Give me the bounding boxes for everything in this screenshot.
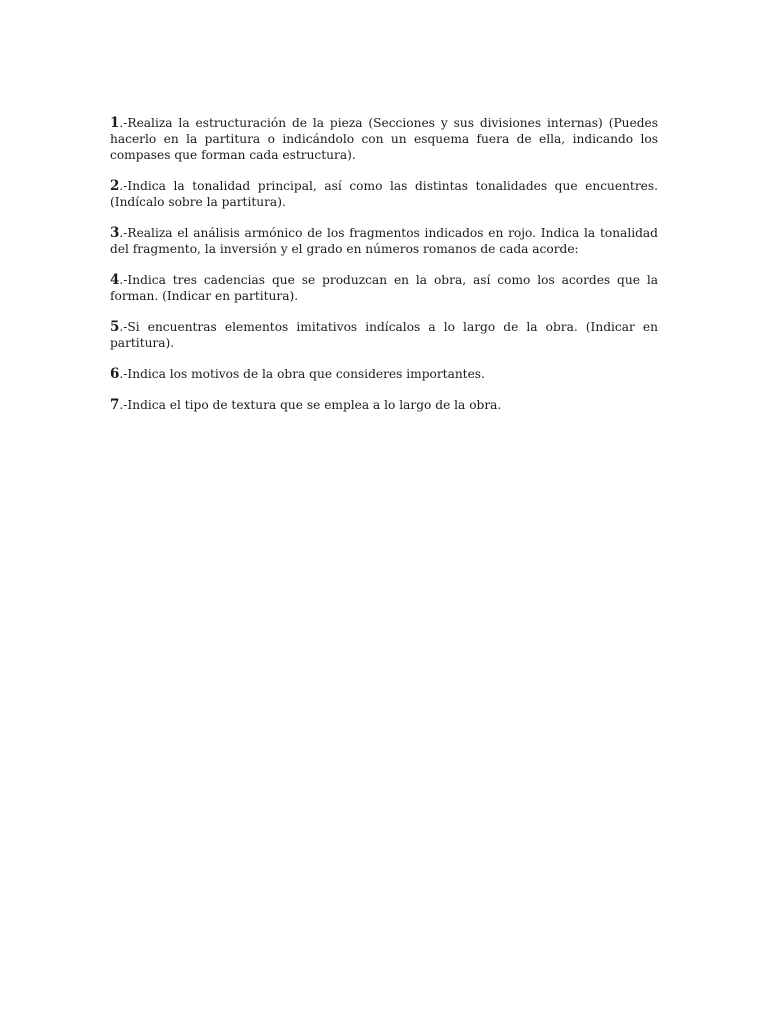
question-number: 7 <box>110 397 120 413</box>
question-text: Indica los motivos de la obra que consideres importantes. <box>127 367 485 381</box>
question-text: Realiza la estructuración de la pieza (Secciones y sus divisiones internas) (Puedes hacerlo en la partitura o indicándolo con un esquema fuera de ella, indicando los compases que forman cada estructura). <box>110 116 658 162</box>
question-item-2 <box>110 178 658 210</box>
question-number: 3 <box>110 225 120 241</box>
question-separator: .- <box>119 273 128 287</box>
question-separator: .- <box>119 398 128 412</box>
question-number: 2 <box>110 178 120 194</box>
question-text: Indica la tonalidad principal, así como las distintas tonalidades que encuentres. (Indícalo sobre la partitura). <box>110 179 658 209</box>
question-number: 5 <box>110 319 120 335</box>
question-item-3 <box>110 225 658 257</box>
question-item-1 <box>110 115 658 163</box>
question-item-5 <box>110 319 658 351</box>
question-separator: .- <box>119 116 128 130</box>
question-number: 4 <box>110 272 120 288</box>
question-separator: .- <box>119 367 128 381</box>
question-separator: .- <box>119 320 128 334</box>
question-separator: .- <box>119 226 128 240</box>
question-number: 6 <box>110 366 120 382</box>
question-text: Realiza el análisis armónico de los fragmentos indicados en rojo. Indica la tonalidad del fragmento, la inversión y el grado en números romanos de cada acorde: <box>110 226 658 256</box>
question-separator: .- <box>119 179 128 193</box>
question-list <box>110 115 658 428</box>
question-item-4 <box>110 272 658 304</box>
question-text: Indica tres cadencias que se produzcan en la obra, así como los acordes que la forman. (Indicar en partitura). <box>110 273 658 303</box>
question-text: Indica el tipo de textura que se emplea a lo largo de la obra. <box>127 398 502 412</box>
question-item-7 <box>110 397 658 413</box>
question-item-6 <box>110 366 658 382</box>
question-number: 1 <box>110 115 120 131</box>
question-text: Si encuentras elementos imitativos indícalos a lo largo de la obra. (Indicar en partitura). <box>110 320 658 350</box>
